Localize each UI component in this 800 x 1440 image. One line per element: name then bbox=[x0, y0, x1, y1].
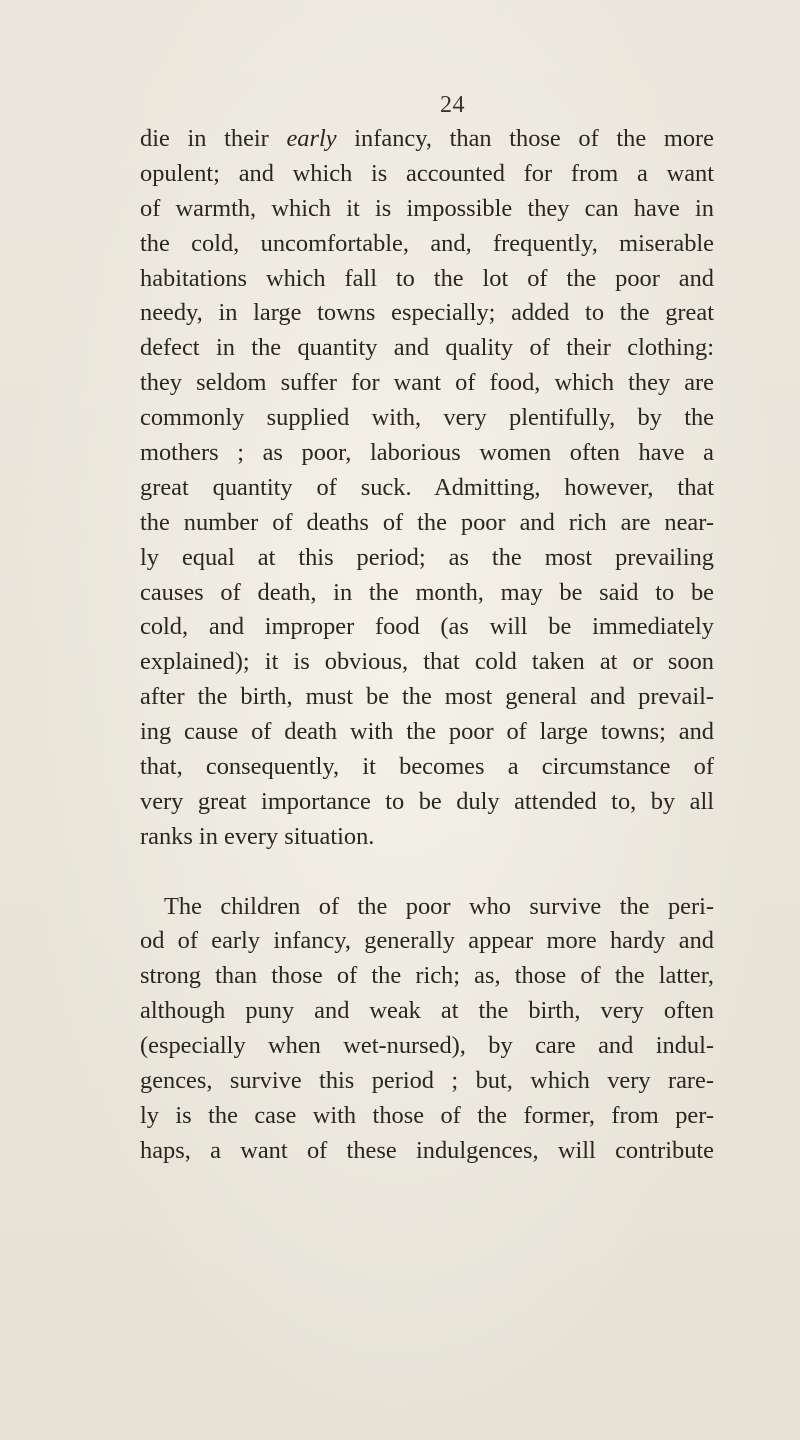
text-line: after the birth, must be the most general and prevail- bbox=[140, 683, 714, 711]
paragraph-gap bbox=[140, 855, 714, 890]
text-line: ranks in every situation. bbox=[140, 822, 375, 850]
text-line: strong than those of the rich; as, those of the latter, bbox=[140, 962, 714, 990]
paragraph-2 bbox=[140, 890, 714, 1169]
text-line: habitations which fall to the lot of the poor and bbox=[140, 264, 714, 292]
text-line: haps, a want of these indulgences, will contribute bbox=[140, 1136, 714, 1164]
text-line: ly equal at this period; as the most prevailing bbox=[140, 543, 714, 571]
text-line: great quantity of suck. Admitting, however, that bbox=[140, 473, 714, 501]
text-line: die in their early infancy, than those of the more bbox=[140, 125, 714, 152]
text-line: very great importance to be duly attended to, by all bbox=[140, 787, 714, 815]
text-line: The children of the poor who survive the peri- bbox=[164, 892, 714, 920]
text-line: the cold, uncomfortable, and, frequently, miserable bbox=[140, 229, 714, 257]
text-line: commonly supplied with, very plentifully, by the bbox=[140, 404, 714, 432]
text-line: causes of death, in the month, may be said to be bbox=[140, 578, 714, 606]
text-line: (especially when wet-nursed), by care and indul- bbox=[140, 1032, 714, 1060]
text-line: mothers ; as poor, laborious women often have a bbox=[140, 439, 714, 467]
text-line: although puny and weak at the birth, very often bbox=[140, 997, 714, 1025]
text-line: needy, in large towns especially; added to the great bbox=[140, 299, 714, 327]
body-text bbox=[140, 122, 714, 1169]
text-line: the number of deaths of the poor and rich are near- bbox=[140, 508, 714, 536]
paragraph-1 bbox=[140, 122, 714, 855]
text-line: cold, and improper food (as will be immediately bbox=[140, 613, 714, 641]
text-line: ing cause of death with the poor of large towns; and bbox=[140, 718, 714, 746]
text-line: that, consequently, it becomes a circumstance of bbox=[140, 753, 714, 781]
text-line: gences, survive this period ; but, which very rare- bbox=[140, 1067, 714, 1095]
text-line: opulent; and which is accounted for from a want bbox=[140, 159, 714, 187]
text-line: explained); it is obvious, that cold taken at or soon bbox=[140, 648, 714, 676]
text-line: defect in the quantity and quality of their clothing: bbox=[140, 334, 714, 362]
text-line: they seldom suffer for want of food, which they are bbox=[140, 369, 714, 397]
text-line: of warmth, which it is impossible they can have in bbox=[140, 194, 714, 222]
text-line: ly is the case with those of the former, from per- bbox=[140, 1101, 714, 1129]
page-number: 24 bbox=[440, 92, 465, 118]
text-line: od of early infancy, generally appear more hardy and bbox=[140, 927, 714, 955]
